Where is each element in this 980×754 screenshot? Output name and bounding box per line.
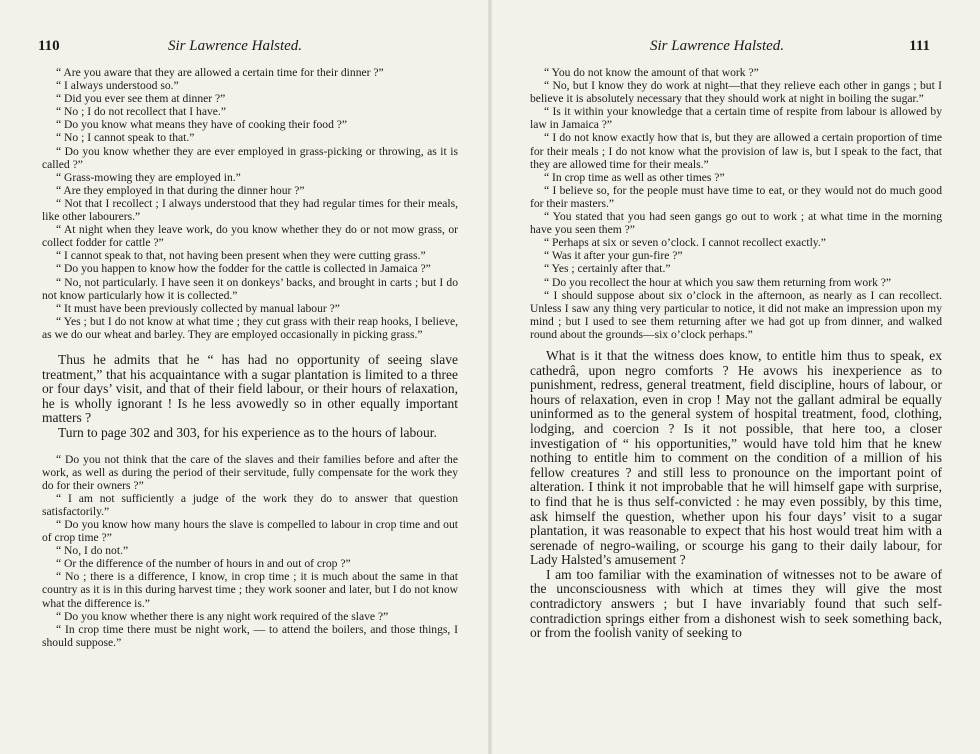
testimony-line: “ Are you aware that they are allowed a certain time for their dinner ?” (56, 66, 384, 79)
commentary-paragraph: Turn to page 302 and 303, for his experience as to the hours of labour. (58, 424, 437, 440)
right-page-text (530, 66, 942, 641)
testimony-line: “ Do you know whether there is any night work required of the slave ?” (56, 609, 389, 623)
right-page (490, 0, 980, 754)
testimony-line: “ Did you ever see them at dinner ?” (56, 92, 226, 106)
testimony-line: “ Or the difference of the number of hours in and out of crop ?” (56, 557, 351, 571)
running-title: Sir Lawrence Halsted. (650, 38, 785, 54)
testimony-line: “ No ; I cannot speak to that.” (56, 131, 195, 145)
testimony-line: “ Do you not think that the care of the slaves and their families before and after the work, as well as during the period of their servitude, fully compensate for the work they do for their owners ?” (42, 452, 458, 492)
testimony-block (42, 66, 458, 341)
testimony-line: “ I cannot speak to that, not having been present when they were cutting grass.” (56, 249, 426, 263)
testimony-line: “ I should suppose about six o’clock in the afternoon, as nearly as I can recollect. Unless I saw any thing very particular to notice, it did not make an impression upon my mind ; but I used to see them returning after we had got up from dinner, and walked round about the grounds—six o’clock perhaps.” (530, 288, 942, 341)
left-page-text (42, 66, 458, 649)
testimony-line: “ Do you know whether they are ever employed in grass-picking or throwing, as it is called ?” (42, 144, 458, 171)
testimony-line: “ No, not particularly. I have seen it on donkeys’ backs, and brought in carts ; but I do not know particularly how it is collected.” (42, 275, 458, 302)
commentary-paragraph: I am too familiar with the examination of witnesses not to be aware of the unconsciousness with which at times they will give the most contradictory answers ; but I have invariably found that such self-contradiction springs either from a dishonest wish to seek something back, or from the foolish vanity of seeking to (530, 566, 942, 641)
testimony-line: “ Are they employed in that during the dinner hour ?” (56, 183, 305, 197)
testimony-line: “ No, I do not.” (56, 544, 129, 558)
left-page-header (0, 38, 490, 56)
testimony-line: “ No, but I know they do work at night—that they relieve each other in gangs ; but I believe it is absolutely necessary that they should work at night in boiling the sugar.” (530, 79, 942, 106)
testimony-line: “ Perhaps at six or seven o’clock. I cannot recollect exactly.” (544, 236, 826, 250)
testimony-line: “ Do you recollect the hour at which you saw them returning from work ?” (544, 275, 892, 289)
running-title: Sir Lawrence Halsted. (168, 38, 303, 54)
testimony-line: “ Do you know how many hours the slave is compelled to labour in crop time and out of crop time ?” (42, 518, 458, 545)
testimony-line: “ At night when they leave work, do you know whether they do or not mow grass, or collect fodder for cattle ?” (42, 223, 458, 250)
page-number: 111 (909, 38, 930, 54)
testimony-line: “ I do not know exactly how that is, but they are allowed a certain proportion of time for their meals ; I do not know what the provision of law is, but I speak to the fact, that they are allowed time for their meals.” (530, 131, 942, 171)
testimony-line: “ I am not sufficiently a judge of the work they do to answer that question satisfactorily.” (42, 491, 458, 518)
testimony-line: “ No ; I do not recollect that I have.” (56, 105, 226, 119)
testimony-line: “ It must have been previously collected by manual labour ?” (56, 301, 340, 315)
testimony-block (530, 66, 942, 341)
commentary-paragraph: What is it that the witness does know, to entitle him thus to speak, ex cathedrâ, upon negro comforts ? He avows his inexperience as to punishment, redress, general treatment, field discipline, hours of labour, or hours of relaxation, even in crop ! May not the gallant admiral be equally uninformed as to the general system of hospital treatment, food, clothing, lodging, and coercion ? Is it not possible, that here too, a closer investigation of “ his opportunities,” would have told him that he knew nothing to entitle him to comment on the condition of a million of his fellow creatures ? and still less to pronounce on the important point of alteration. I think it not improbable that he will himself gape with surprise, to find that he is thus self-convicted : he may even possibly, by this time, ask himself the question, whether upon his four days’ visit to a sugar plantation, it was reasonable to expect that his host would treat him with a serenade of negro-wailing, or scourge his gang to their daily labour, for Lady Halsted’s amusement ? (530, 347, 942, 568)
testimony-line: “ Do you know what means they have of cooking their food ?” (56, 118, 348, 132)
testimony-block (42, 453, 458, 649)
testimony-line: “ In crop time there must be night work, — to attend the boilers, and those things, I should suppose.” (42, 622, 458, 649)
testimony-line: “ I believe so, for the people must have time to eat, or they would not do much good for their masters.” (530, 183, 942, 210)
page-number: 110 (38, 38, 60, 54)
testimony-line: “ Grass-mowing they are employed in.” (56, 170, 241, 184)
commentary-paragraph: Thus he admits that he “ has had no opportunity of seeing slave treatment,” that his acquaintance with a sugar plantation is limited to a three or four days’ visit, and that of their field labour, or their hours of relaxation, he is wholly ignorant ! Is he less avowedly so in other equally important matters ? (42, 351, 458, 426)
testimony-line: “ No ; there is a difference, I know, in crop time ; it is much about the same in that country as it is in this during harvest time ; they work sooner and later, but I do not know what the difference is.” (42, 570, 458, 610)
testimony-line: “ You stated that you had seen gangs go out to work ; at what time in the morning have you seen them ?” (530, 210, 942, 237)
right-page-header (490, 38, 980, 56)
testimony-line: “ You do not know the amount of that work ?” (544, 66, 759, 79)
testimony-line: “ Is it within your knowledge that a certain time of respite from labour is allowed by law in Jamaica ?” (530, 105, 942, 132)
testimony-line: “ Yes ; certainly after that.” (544, 262, 671, 276)
commentary-block (42, 353, 458, 441)
testimony-line: “ Yes ; but I do not know at what time ; they cut grass with their reap hooks, I believe, as we do our wheat and barley. They are employed occasionally in picking grass.” (42, 314, 458, 341)
testimony-line: “ Not that I recollect ; I always understood that they had regular times for their meals, like other labourers.” (42, 196, 458, 224)
commentary-block (530, 349, 942, 641)
spacer (42, 441, 458, 453)
testimony-line: “ I always understood so.” (56, 79, 179, 93)
testimony-line: “ Was it after your gun-fire ?” (544, 249, 683, 263)
testimony-line: “ Do you happen to know how the fodder for the cattle is collected in Jamaica ?” (56, 262, 431, 276)
testimony-line: “ In crop time as well as other times ?” (544, 170, 725, 184)
